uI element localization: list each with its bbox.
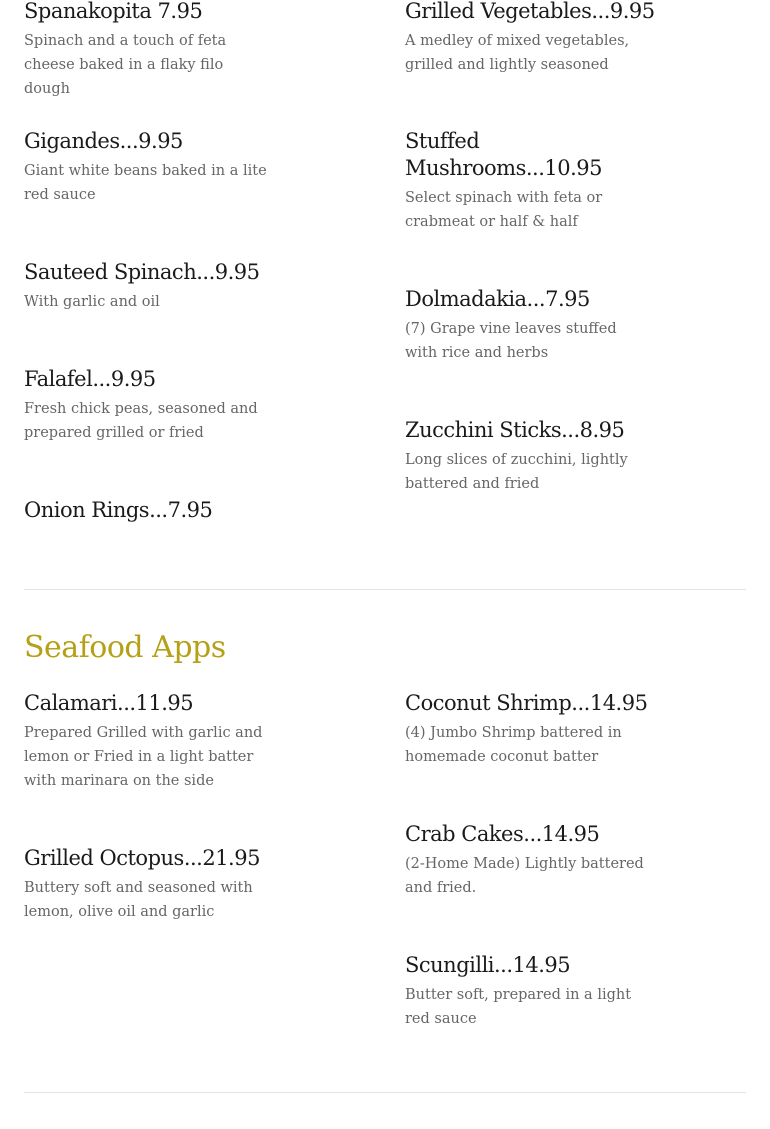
menu-item-description: Spinach and a touch of feta cheese baked in a flaky filo dough: [24, 33, 227, 97]
menu-item-description: Butter soft, prepared in a light red sauce: [405, 987, 632, 1027]
menu-item-description: Long slices of zucchini, lightly battered and fried: [405, 452, 628, 492]
menu-item-name: Zucchini Sticks...8.95: [405, 418, 625, 442]
section-title: Seafood Apps: [24, 630, 226, 665]
menu-item: [24, 497, 212, 524]
menu-item-description: A medley of mixed vegetables, grilled and lightly seasoned: [405, 33, 630, 73]
menu-item-description: (7) Grape vine leaves stuffed with rice and herbs: [405, 321, 617, 361]
menu-item-description: Select spinach with feta or crabmeat or half & half: [405, 190, 603, 230]
menu-item: [405, 286, 650, 365]
menu-item: [24, 259, 269, 314]
menu-item-name: Scungilli...14.95: [405, 953, 571, 977]
menu-item-name: Spanakopita 7.95: [24, 0, 203, 23]
menu-item-description: Buttery soft and seasoned with lemon, olive oil and garlic: [24, 880, 253, 920]
section-divider: [24, 1092, 746, 1093]
menu-item-name: Calamari...11.95: [24, 691, 194, 715]
menu-item: [24, 845, 269, 924]
menu-item: [405, 417, 650, 496]
menu-item-name: Grilled Octopus...21.95: [24, 846, 260, 870]
menu-item-description: (2-Home Made) Lightly battered and fried.: [405, 856, 644, 896]
menu-item-name: Onion Rings...7.95: [24, 498, 213, 522]
menu-item-description: Prepared Grilled with garlic and lemon or Fried in a light batter with marinara on the side: [24, 725, 263, 789]
menu-item: [24, 690, 269, 793]
menu-item: [24, 128, 269, 207]
menu-item-name: Coconut Shrimp...14.95: [405, 691, 648, 715]
menu-item-description: With garlic and oil: [24, 294, 160, 310]
section-divider: [24, 589, 746, 590]
menu-item: [405, 821, 650, 900]
menu-item: [405, 952, 650, 1031]
menu-item-name: Gigandes...9.95: [24, 129, 183, 153]
menu-item-name: Dolmadakia...7.95: [405, 287, 590, 311]
menu-item: [405, 0, 655, 77]
menu-item: [405, 128, 650, 234]
menu-item-name: Crab Cakes...14.95: [405, 822, 600, 846]
menu-item-name: Stuffed Mushrooms...10.95: [405, 129, 602, 180]
menu-item-name: Grilled Vegetables...9.95: [405, 0, 655, 23]
menu-item-name: Sauteed Spinach...9.95: [24, 260, 260, 284]
menu-item-description: Fresh chick peas, seasoned and prepared grilled or fried: [24, 401, 258, 441]
menu-item-description: Giant white beans baked in a lite red sauce: [24, 163, 267, 203]
menu-item-description: (4) Jumbo Shrimp battered in homemade coconut batter: [405, 725, 622, 765]
menu-item: [405, 690, 650, 769]
menu-item: [24, 366, 269, 445]
menu-item-name: Falafel...9.95: [24, 367, 156, 391]
menu-item: [24, 0, 269, 101]
